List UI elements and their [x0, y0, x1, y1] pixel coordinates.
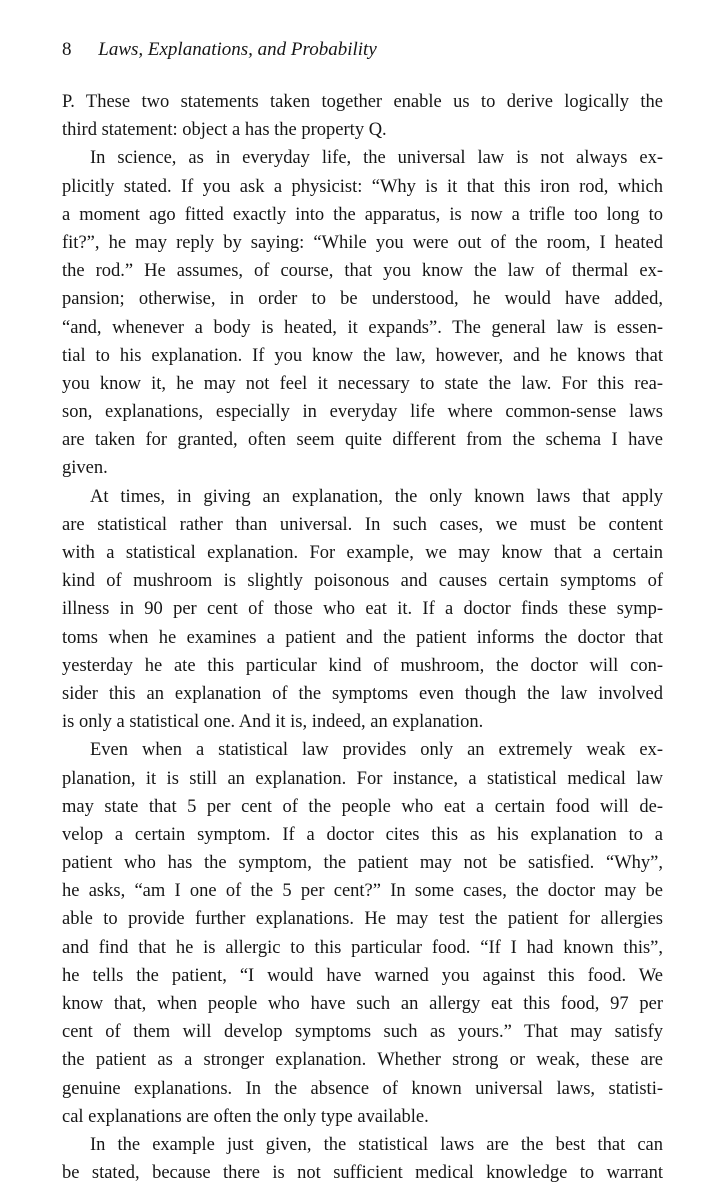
text-line: a moment ago fitted exactly into the apparatus, is now a trifle too long to — [62, 204, 663, 225]
text-line: may state that 5 per cent of the people who eat a certain food will de- — [62, 796, 663, 817]
page-header — [62, 34, 662, 66]
text-line: the rod.” He assumes, of course, that you know the law of thermal ex- — [62, 261, 663, 282]
text-line: the patient as a stronger explanation. Whether strong or weak, these are — [62, 1050, 663, 1071]
text-line: he tells the patient, “I would have warned you against this food. We — [62, 965, 663, 986]
text-line: sider this an explanation of the symptoms even though the law involved — [62, 683, 663, 704]
text-line: cal explanations are often the only type available. — [62, 1106, 429, 1127]
body-text — [62, 88, 663, 1187]
text-line: In the example just given, the statistical laws are the best that can — [90, 1134, 663, 1155]
text-line: be stated, because there is not sufficient medical knowledge to warrant — [62, 1163, 663, 1184]
text-line: genuine explanations. In the absence of known universal laws, statisti- — [62, 1078, 663, 1099]
text-line: pansion; otherwise, in order to be understood, he would have added, — [62, 289, 663, 310]
text-line: illness in 90 per cent of those who eat it. If a doctor finds these symp- — [62, 599, 663, 620]
text-line: velop a certain symptom. If a doctor cites this as his explanation to a — [62, 824, 663, 845]
text-line: planation, it is still an explanation. For instance, a statistical medical law — [62, 768, 663, 789]
text-line: At times, in giving an explanation, the only known laws that apply — [90, 486, 663, 507]
text-line: able to provide further explanations. He may test the patient for allergies — [62, 909, 663, 930]
text-line: is only a statistical one. And it is, indeed, an explanation. — [62, 712, 484, 733]
text-line: P. These two statements taken together enable us to derive logically the — [62, 92, 663, 112]
text-line: patient who has the symptom, the patient may not be satisfied. “Why”, — [62, 853, 663, 874]
text-line: cent of them will develop symptoms such as yours.” That may satisfy — [62, 1022, 663, 1043]
text-line: “and, whenever a body is heated, it expands”. The general law is essen- — [62, 317, 663, 338]
text-line: toms when he examines a patient and the patient informs the doctor that — [62, 627, 663, 648]
text-line: are taken for granted, often seem quite different from the schema I have — [62, 430, 663, 451]
text-line: In science, as in everyday life, the universal law is not always ex- — [90, 148, 663, 169]
text-line: he asks, “am I one of the 5 per cent?” In some cases, the doctor may be — [62, 881, 663, 902]
text-line: kind of mushroom is slightly poisonous and causes certain symptoms of — [62, 571, 663, 592]
text-line: son, explanations, especially in everyday life where common-sense laws — [62, 402, 663, 423]
text-line: yesterday he ate this particular kind of mushroom, the doctor will con- — [62, 655, 663, 676]
text-line: plicitly stated. If you ask a physicist: “Why is it that this iron rod, which — [62, 176, 663, 197]
text-line: given. — [62, 458, 108, 479]
text-line: tial to his explanation. If you know the law, however, and he knows that — [62, 345, 663, 366]
text-line: third statement: object a has the property Q. — [62, 120, 387, 141]
text-line: and find that he is allergic to this particular food. “If I had known this”, — [62, 937, 663, 958]
text-line: with a statistical explanation. For example, we may know that a certain — [62, 543, 663, 563]
running-head-title: Laws, Explanations, and Probability — [98, 39, 377, 60]
text-line: know that, when people who have such an allergy eat this food, 97 per — [62, 994, 663, 1014]
text-line: you know it, he may not feel it necessary to state the law. For this rea- — [62, 373, 663, 394]
text-line: fit?”, he may reply by saying: “While you were out of the room, I heated — [62, 232, 663, 253]
text-line: Even when a statistical law provides only an extremely weak ex- — [90, 740, 663, 761]
text-line: are statistical rather than universal. In such cases, we must be content — [62, 514, 663, 535]
page-number: 8 — [62, 39, 72, 60]
